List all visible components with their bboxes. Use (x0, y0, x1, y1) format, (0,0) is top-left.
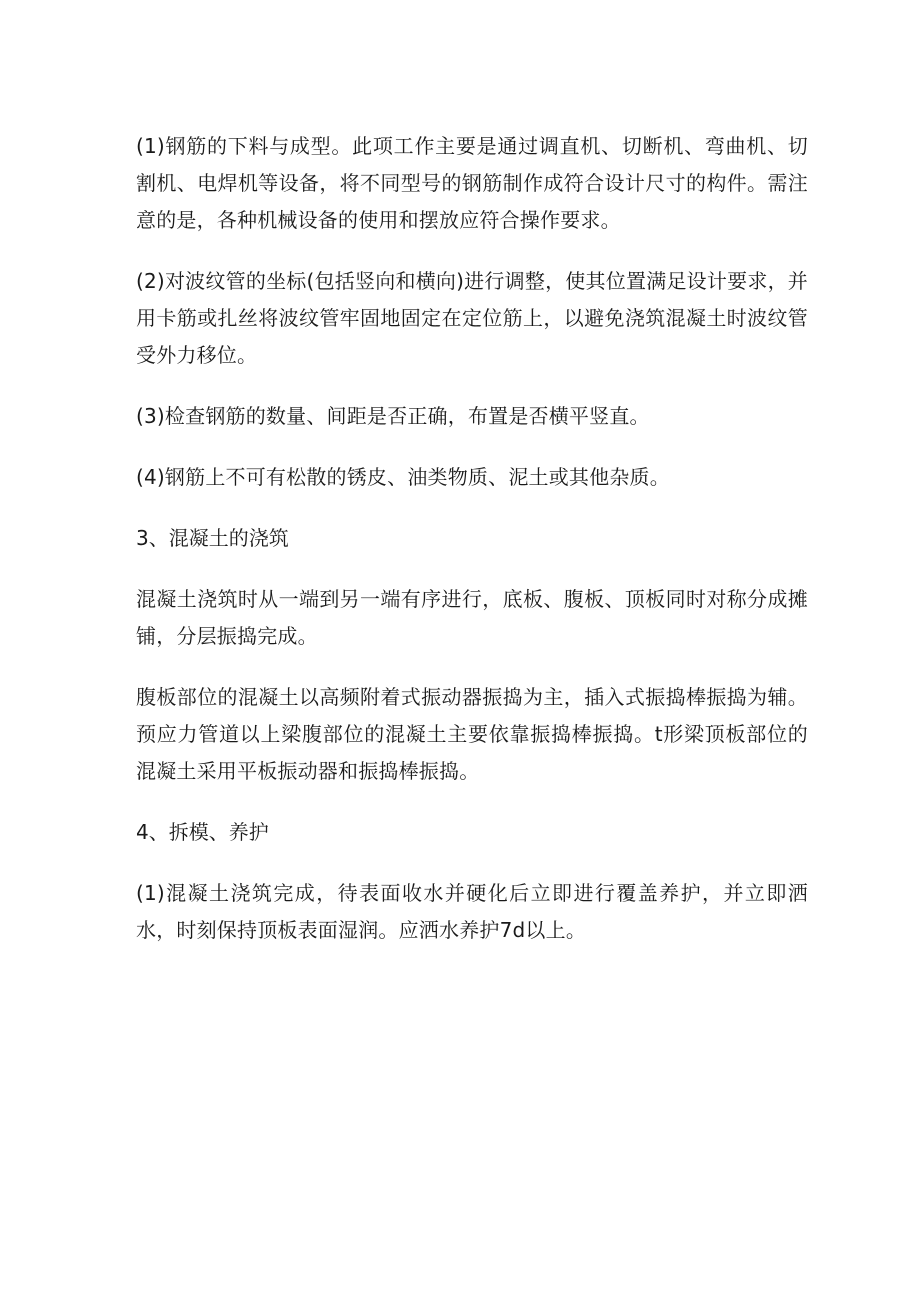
paragraph-duct-adjustment: (2)对波纹管的坐标(包括竖向和横向)进行调整，使其位置满足设计要求，并用卡筋或扎丝将波纹管牢固地固定在定位筋上，以避免浇筑混凝土时波纹管受外力移位。 (136, 269, 808, 367)
paragraph-rebar-cutting: (1)钢筋的下料与成型。此项工作主要是通过调直机、切断机、弯曲机、切割机、电焊机等设备，将不同型号的钢筋制作成符合设计尺寸的构件。需注意的是，各种机械设备的使用和摆放应符合操作要求。 (136, 134, 808, 232)
section-heading-concrete-pouring: 3、混凝土的浇筑 (136, 526, 289, 550)
document-body (136, 128, 808, 973)
paragraph-pouring-sequence: 混凝土浇筑时从一端到另一端有序进行，底板、腹板、顶板同时对称分成摊铺，分层振捣完成。 (136, 587, 808, 648)
section-heading-formwork-curing: 4、拆模、养护 (136, 820, 269, 844)
paragraph-rebar-cleanliness: (4)钢筋上不可有松散的锈皮、油类物质、泥土或其他杂质。 (136, 465, 670, 489)
paragraph-vibration-method: 腹板部位的混凝土以高频附着式振动器振捣为主，插入式振捣棒振捣为辅。预应力管道以上梁腹部位的混凝土主要依靠振捣棒振捣。t形梁顶板部位的混凝土采用平板振动器和振捣棒振捣。 (136, 685, 808, 783)
paragraph-curing: (1)混凝土浇筑完成，待表面收水并硬化后立即进行覆盖养护，并立即洒水，时刻保持顶板表面湿润。应洒水养护7d以上。 (136, 881, 808, 942)
paragraph-rebar-check: (3)检查钢筋的数量、间距是否正确，布置是否横平竖直。 (136, 404, 650, 428)
